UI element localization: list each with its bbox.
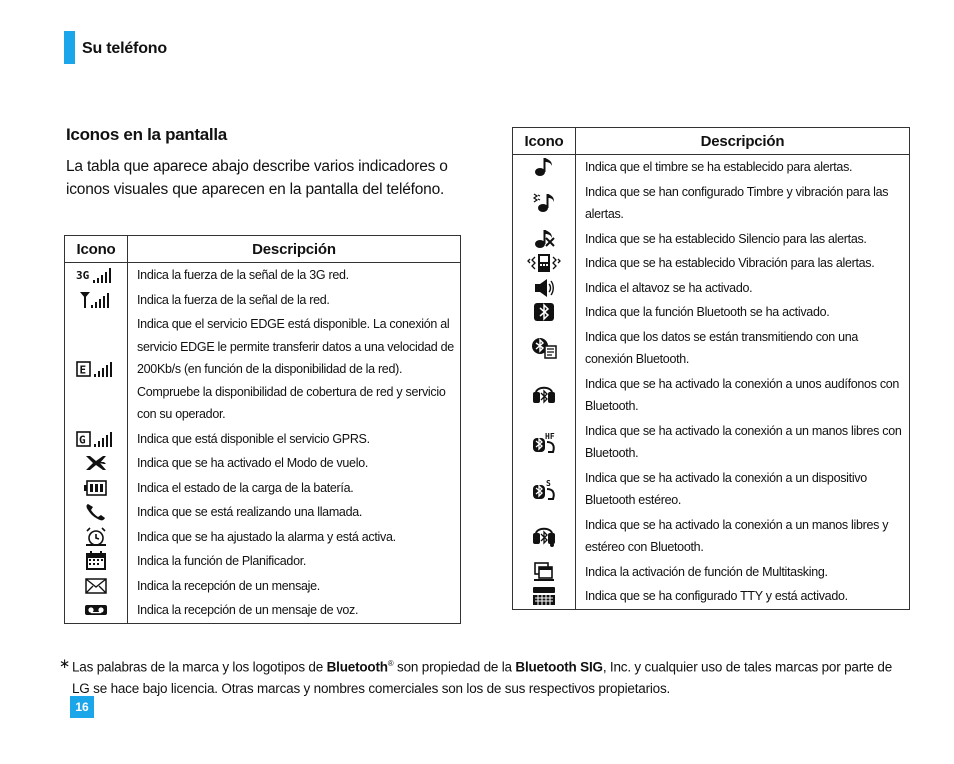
icon-cell [65, 427, 128, 452]
icon-cell [513, 276, 576, 301]
svg-text:G: G [79, 433, 86, 447]
svg-text:HF: HF [545, 432, 555, 441]
icon-cell [513, 466, 576, 513]
footnote-text: , Inc. y cualquier uso de tales marcas por parte de LG se hace bajo licencia. Otras marcas y nombres comerciales son los de sus respectivos propietarios. [72, 659, 893, 696]
table-row [65, 312, 461, 427]
table-row [513, 466, 910, 513]
section-accent-bar [64, 31, 75, 64]
table-row [513, 300, 910, 325]
table-row [513, 276, 910, 301]
table-row [513, 584, 910, 609]
table-row [513, 180, 910, 227]
icon-description: Indica la función de Planificador. [128, 549, 461, 574]
silent-icon [533, 228, 555, 250]
signal-strength-icon [79, 291, 113, 309]
vibrate-icon [527, 253, 561, 273]
signal-3g-icon [76, 266, 116, 284]
icon-description: Indica que se ha configurado TTY y está activado. [576, 584, 910, 609]
footnote-text: son propiedad de la [393, 659, 516, 675]
table-row [65, 525, 461, 550]
icon-description: Indica la recepción de un mensaje de voz. [128, 598, 461, 623]
icon-description: Indica que se ha activado el Modo de vuelo. [128, 451, 461, 476]
icon-cell [513, 180, 576, 227]
column-header-description: Descripción [128, 236, 461, 263]
svg-text:3G: 3G [76, 269, 90, 283]
calendar-icon [85, 551, 107, 571]
bluetooth-icon [533, 302, 555, 322]
speaker-icon [533, 278, 555, 298]
icon-cell [513, 584, 576, 609]
icons-table-right [512, 127, 910, 610]
bluetooth-headset-icon [532, 383, 556, 407]
icon-cell [513, 227, 576, 252]
icon-description: Indica que el timbre se ha establecido para alertas. [576, 155, 910, 180]
registered-mark: ® [387, 659, 394, 668]
bluetooth-handsfree-icon [531, 430, 557, 454]
icon-cell [65, 574, 128, 599]
table-row [513, 513, 910, 560]
flight-mode-icon [84, 453, 108, 473]
voicemail-icon [84, 603, 108, 617]
battery-icon [84, 480, 108, 496]
icon-cell [65, 525, 128, 550]
svg-text:S: S [546, 479, 551, 488]
icon-cell [513, 300, 576, 325]
table-row [65, 549, 461, 574]
icon-description: Indica el altavoz se ha activado. [576, 276, 910, 301]
icon-description: Indica la fuerza de la señal de la red. [128, 288, 461, 313]
multitasking-icon [533, 562, 555, 582]
envelope-icon [85, 577, 107, 595]
icon-cell [513, 155, 576, 180]
icon-description: Indica que se ha activado la conexión a unos audífonos con Bluetooth. [576, 372, 910, 419]
icon-description: Indica que la función Bluetooth se ha activado. [576, 300, 910, 325]
icon-description: Indica que se está realizando una llamada. [128, 500, 461, 525]
icon-description: Indica que se ha establecido Silencio para las alertas. [576, 227, 910, 252]
table-row [513, 325, 910, 372]
table-row [65, 427, 461, 452]
column-header-description: Descripción [576, 128, 910, 155]
gprs-signal-icon [76, 430, 116, 448]
bluetooth-data-icon [531, 336, 557, 360]
icon-description: Indica que se ha activado la conexión a un dispositivo Bluetooth estéreo. [576, 466, 910, 513]
table-row [65, 574, 461, 599]
icon-cell [65, 263, 128, 288]
footnote-asterisk: ∗ [59, 656, 71, 671]
ring-vibrate-icon [532, 192, 556, 214]
icon-cell [65, 312, 128, 427]
icon-description: Indica que se ha ajustado la alarma y está activa. [128, 525, 461, 550]
table-row [513, 419, 910, 466]
footnote [59, 653, 912, 699]
icon-cell [65, 598, 128, 623]
icons-table-left [64, 235, 461, 624]
table-row [513, 372, 910, 419]
column-header-icon: Icono [65, 236, 128, 263]
page-number: 16 [70, 696, 94, 718]
icon-description: Indica el estado de la carga de la batería. [128, 476, 461, 501]
icon-cell [513, 419, 576, 466]
column-header-icon: Icono [513, 128, 576, 155]
icon-cell [513, 251, 576, 276]
edge-signal-icon [76, 360, 116, 378]
table-row [513, 155, 910, 180]
icon-description: Indica que el servicio EDGE está disponible. La conexión al servicio EDGE le permite transferir datos a una velocidad de 200Kb/s (en función de la disponibilidad de la red). Compruebe la disponibilidad de cobertura de red y servicio con su operador. [128, 312, 461, 427]
icon-description: Indica que se han configurado Timbre y vibración para las alertas. [576, 180, 910, 227]
footnote-brand: Bluetooth [326, 659, 388, 675]
icon-description: Indica la fuerza de la señal de la 3G red. [128, 263, 461, 288]
bluetooth-stereo-handsfree-icon [532, 524, 556, 548]
icon-description: Indica que los datos se están transmitiendo con una conexión Bluetooth. [576, 325, 910, 372]
icon-cell [513, 513, 576, 560]
intro-paragraph: La tabla que aparece abajo describe varios indicadores o iconos visuales que aparecen en la pantalla del teléfono. [66, 158, 448, 198]
icon-cell [65, 288, 128, 313]
icon-cell [65, 500, 128, 525]
icon-description: Indica que se ha establecido Vibración para las alertas. [576, 251, 910, 276]
table-row [513, 227, 910, 252]
icon-description: Indica la activación de función de Multitasking. [576, 560, 910, 585]
footnote-brand: Bluetooth SIG [515, 659, 603, 675]
table-row [65, 288, 461, 313]
icon-cell [65, 476, 128, 501]
icon-description: Indica la recepción de un mensaje. [128, 574, 461, 599]
table-row [513, 251, 910, 276]
icon-cell [65, 549, 128, 574]
table-row [65, 598, 461, 623]
icon-cell [513, 560, 576, 585]
table-row [65, 476, 461, 501]
icon-description: Indica que está disponible el servicio GPRS. [128, 427, 461, 452]
svg-text:E: E [79, 363, 87, 377]
table-row [65, 263, 461, 288]
phone-call-icon [85, 502, 107, 522]
icon-cell [65, 451, 128, 476]
icon-description: Indica que se ha activado la conexión a un manos libres y estéreo con Bluetooth. [576, 513, 910, 560]
icon-cell [513, 372, 576, 419]
alarm-clock-icon [85, 527, 107, 547]
bluetooth-stereo-icon [531, 477, 557, 501]
tty-icon [532, 586, 556, 606]
icon-cell [513, 325, 576, 372]
ring-alert-icon [533, 156, 555, 178]
table-row [513, 560, 910, 585]
table-row [65, 500, 461, 525]
section-title: Su teléfono [82, 40, 167, 57]
icon-description: Indica que se ha activado la conexión a un manos libres con Bluetooth. [576, 419, 910, 466]
table-row [65, 451, 461, 476]
footnote-text: Las palabras de la marca y los logotipos de [72, 659, 327, 675]
page-heading: Iconos en la pantalla [66, 125, 227, 144]
